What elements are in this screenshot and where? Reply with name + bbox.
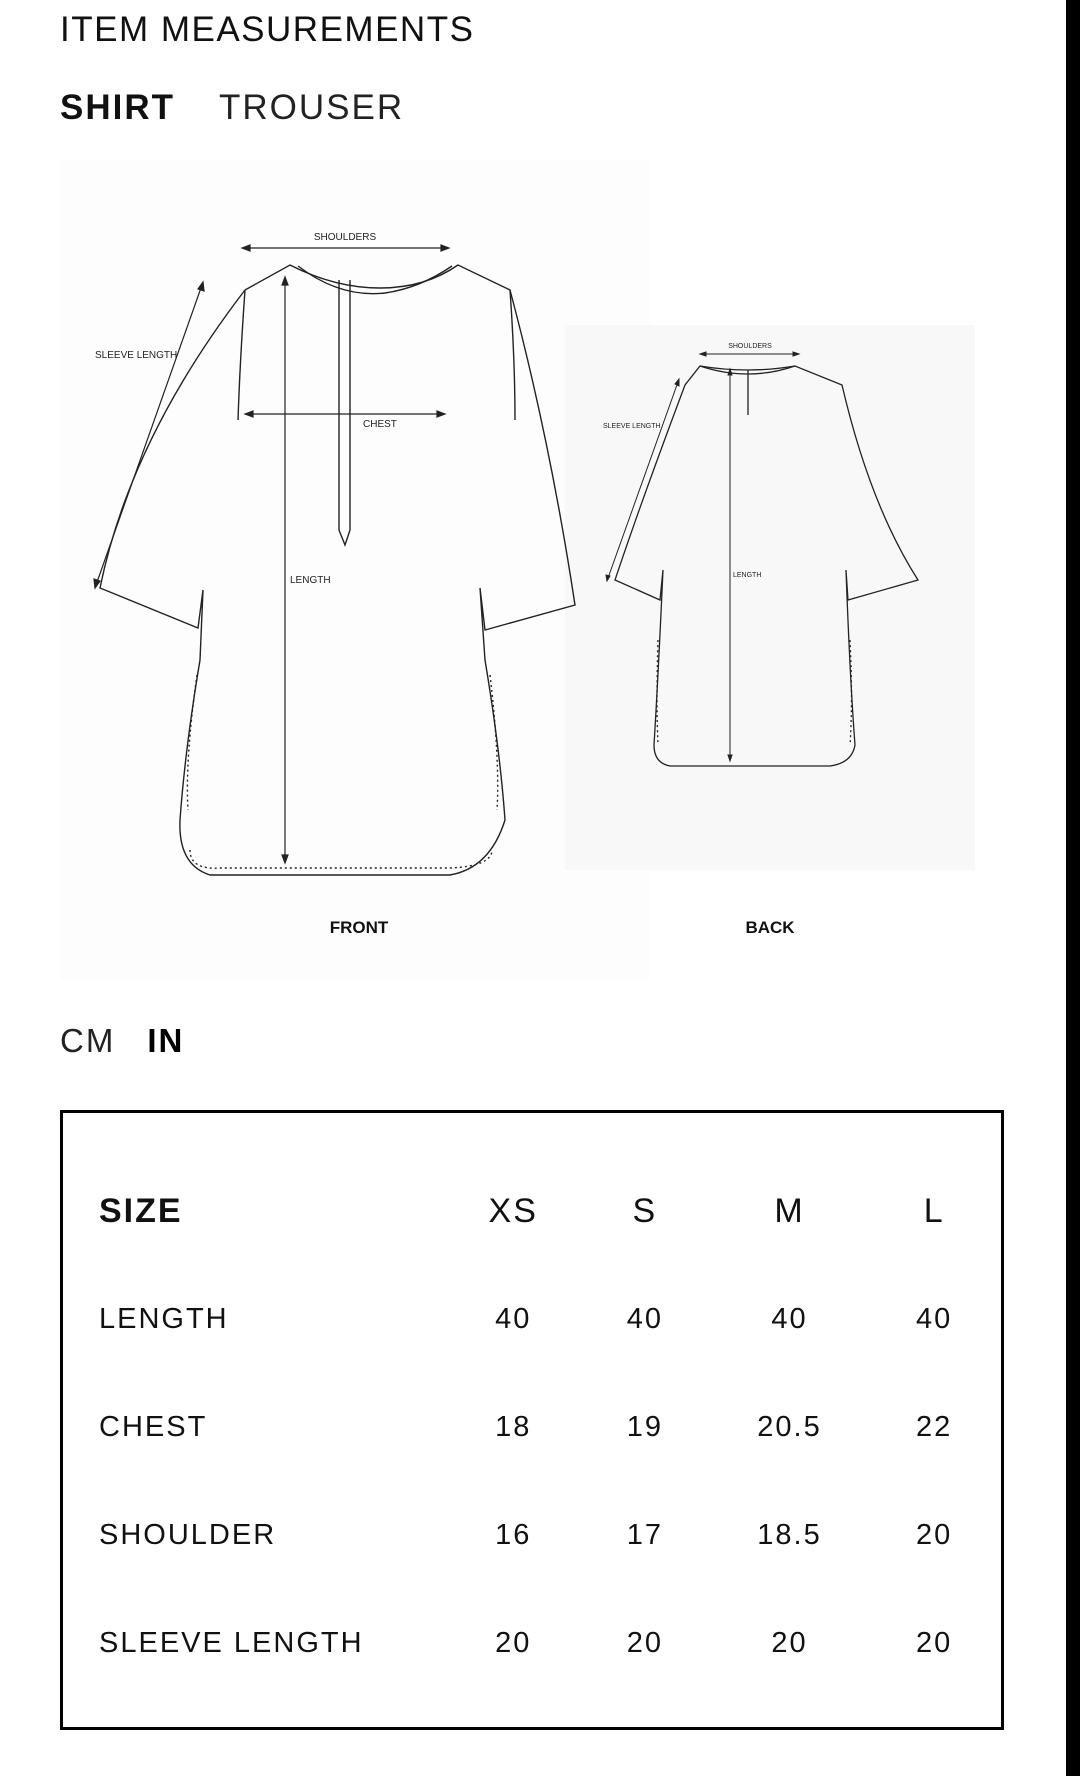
row-label-shoulder: SHOULDER [99,1518,277,1551]
table-row [99,1589,1001,1697]
size-m-header: M [774,1191,805,1230]
size-table [99,1157,1001,1697]
tab-shirt[interactable]: SHIRT [60,88,175,127]
size-xs-header: XS [488,1191,538,1230]
size-l-header: L [923,1191,945,1230]
unit-toggle [60,1022,184,1060]
back-caption: BACK [745,918,795,937]
tab-trouser[interactable]: TROUSER [219,88,405,127]
table-cell: 17 [626,1518,663,1551]
table-cell: 20 [916,1518,953,1551]
front-sleeve-length-label: SLEEVE LENGTH [95,350,178,361]
size-chart [60,1110,1004,1730]
unit-cm[interactable]: CM [60,1022,116,1059]
table-cell: 40 [771,1302,808,1335]
garment-tabs [60,88,404,128]
row-label-length: LENGTH [99,1302,229,1335]
front-length-label: LENGTH [290,575,331,586]
size-header: SIZE [99,1191,183,1230]
table-row [99,1373,1001,1481]
table-row [99,1481,1001,1589]
front-caption: FRONT [329,918,389,937]
front-shoulders-label: SHOULDERS [313,232,377,243]
table-cell: 19 [626,1410,663,1443]
table-cell: 22 [916,1410,953,1443]
back-shoulders-label: SHOULDERS [728,343,772,350]
table-row [99,1265,1001,1373]
row-label-sleeve-length: SLEEVE LENGTH [99,1626,364,1659]
back-length-label: LENGTH [733,572,762,579]
unit-in[interactable]: IN [147,1022,185,1059]
table-cell: 20 [495,1626,532,1659]
table-cell: 20 [916,1626,953,1659]
table-cell: 18 [495,1410,532,1443]
table-cell: 40 [916,1302,953,1335]
page-title: ITEM MEASUREMENTS [60,10,475,49]
table-cell: 20.5 [757,1410,822,1443]
table-cell: 18.5 [757,1518,822,1551]
table-header-row [99,1157,1001,1265]
table-cell: 20 [626,1626,663,1659]
table-cell: 20 [771,1626,808,1659]
table-cell: 16 [495,1518,532,1551]
measurement-diagram [60,160,975,980]
row-label-chest: CHEST [99,1410,208,1443]
table-cell: 40 [495,1302,532,1335]
size-s-header: S [632,1191,658,1230]
scrollbar[interactable] [1066,0,1080,1776]
table-cell: 40 [626,1302,663,1335]
back-sleeve-length-label: SLEEVE LENGTH [603,423,661,430]
front-chest-label: CHEST [363,419,397,430]
